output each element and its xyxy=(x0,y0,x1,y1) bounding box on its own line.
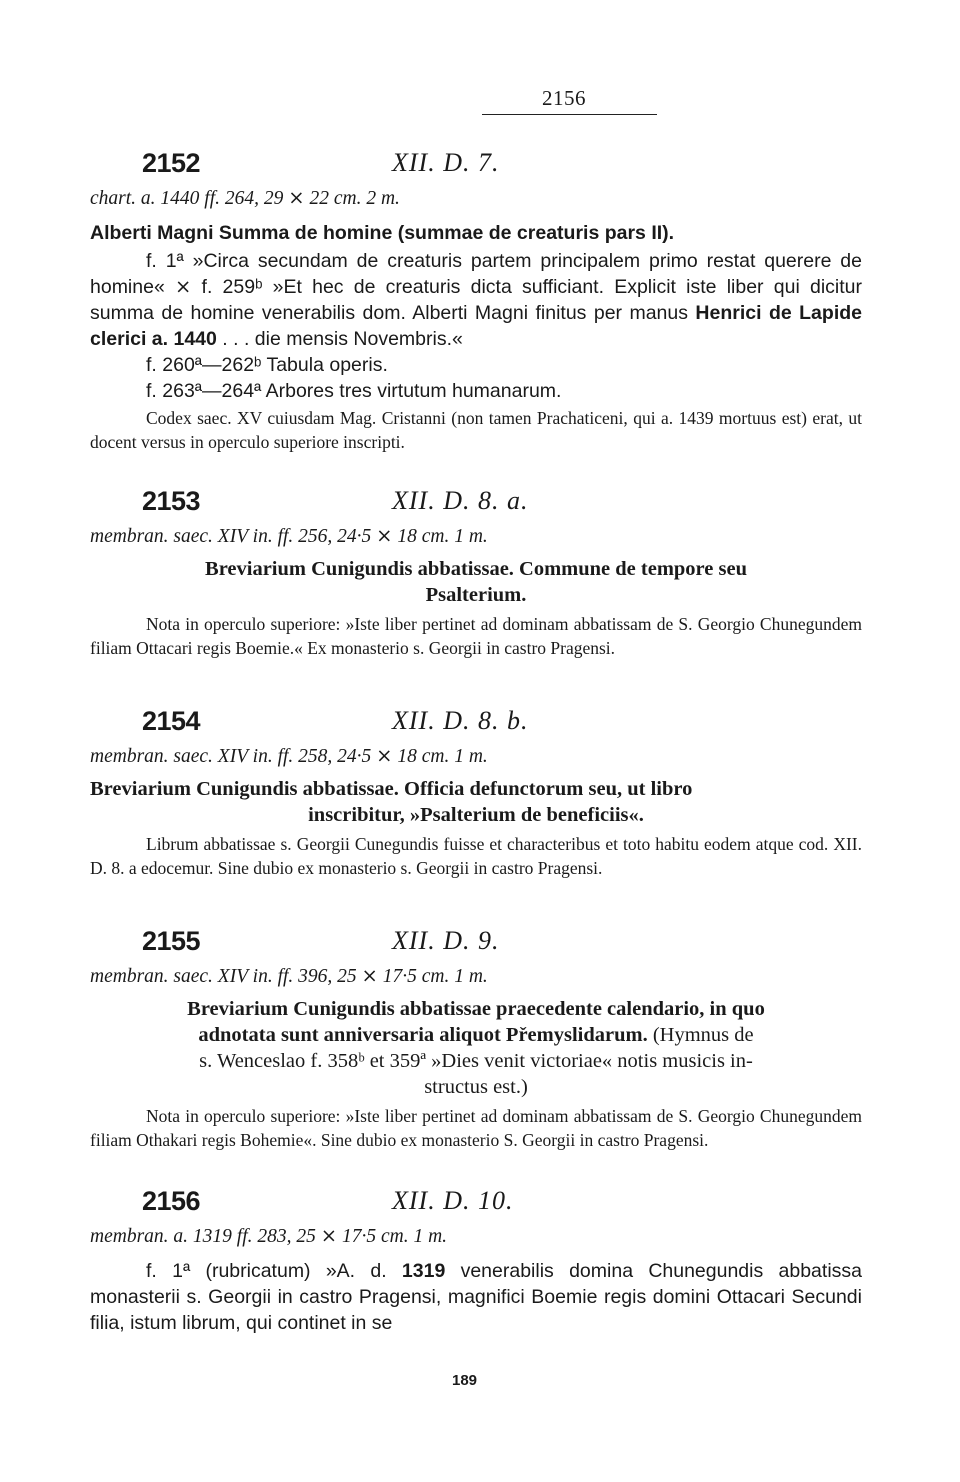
physical-description: membran. saec. XIV in. ff. 396, 25 ⨯ 17·5 cm. 1 m. xyxy=(90,966,488,987)
catalog-entry-2153 xyxy=(90,486,862,660)
shelfmark: XII. D. 7. xyxy=(392,148,500,177)
catalog-entry-2154 xyxy=(90,706,862,880)
physical-description: membran. saec. XIV in. ff. 258, 24·5 ⨯ 18 cm. 1 m. xyxy=(90,746,488,767)
shelfmark: XII. D. 8. b. xyxy=(392,706,529,735)
entry-number: 2155 xyxy=(142,926,201,956)
entry-title: Breviarium Cunigundis abbatissae. Officia defunctorum seu, ut libro inscribitur, »Psalterium de beneficiis«. xyxy=(90,778,693,826)
entry-note: Librum abbatissae s. Georgii Cunegundis fuisse et characteribus et toto habitu eodem atque cod. XII. D. 8. a edocemur. Sine dubio ex monasterio s. Georgii in castro Pragensi. xyxy=(90,834,862,878)
entry-note: Nota in operculo superiore: »Iste liber pertinet ad dominam abbatissam de S. Georgio Chunegundem filiam Ottacari regis Boemie.« Ex monasterio s. Georgii in castro Pragensi. xyxy=(90,614,862,658)
entry-number: 2156 xyxy=(142,1186,201,1216)
shelfmark: XII. D. 8. a. xyxy=(392,486,529,515)
entry-body: f. 1ª (rubricatum) »A. d. 1319 venerabilis domina Chunegundis abbatissa monasterii s. Georgii in castro Pragensi, magnifici Boemie regis domini Ottacari Secundi filia, istum librum, qui continet in se xyxy=(90,1260,862,1334)
entry-note: Nota in operculo superiore: »Iste liber pertinet ad dominam abbatissam de S. Georgio Chunegundem filiam Othakari regis Bohemie«. Sine dubio ex monasterio S. Georgii in castro Pragensi. xyxy=(90,1106,862,1150)
header-rule xyxy=(482,114,657,115)
folio-number: 189 xyxy=(452,1372,478,1389)
entry-body: f. 1ª »Circa secundam de creaturis partem principalem primo restat querere de homine« ⨯ f. 259ᵇ »Et hec de creaturis dicta sufficiant. Explicit iste liber qui dicitur summa de homine venerabilis dom. Alberti Magni finitus per manus Henrici de Lapide clerici a. 1440 . . . die mensis Novembris.« f. 260ª—262ᵇ Tabula operis. f. 263ª—264ª Arbores tres virtutum humanarum. xyxy=(90,250,862,402)
entry-title: Breviarium Cunigundis abbatissae. Commune de tempore seu Psalterium. xyxy=(205,558,747,606)
page-header xyxy=(90,86,862,126)
catalog-entry-2156 xyxy=(90,1186,862,1336)
entry-number: 2152 xyxy=(142,148,201,178)
entry-note: Codex saec. XV cuiusdam Mag. Cristanni (non tamen Prachaticeni, qui a. 1439 mortuus est) erat, ut docent versus in operculo superiore inscripti. xyxy=(90,408,862,452)
entry-number: 2153 xyxy=(142,486,201,516)
physical-description: membran. saec. XIV in. ff. 256, 24·5 ⨯ 18 cm. 1 m. xyxy=(90,526,488,547)
entry-title: Breviarium Cunigundis abbatissae praecedente calendario, in quo adnotata sunt anniversaria aliquot Přemyslidarum. (Hymnus de s. Wenceslao f. 358ᵇ et 359ª »Dies venit victoriae« notis musicis in- structus est.) xyxy=(187,998,765,1098)
page-number: 2156 xyxy=(542,86,586,110)
catalog-entry-2152 xyxy=(90,148,862,454)
shelfmark: XII. D. 10. xyxy=(392,1186,514,1215)
physical-description: chart. a. 1440 ff. 264, 29 ⨯ 22 cm. 2 m. xyxy=(90,188,400,209)
shelfmark: XII. D. 9. xyxy=(392,926,500,955)
catalog-entry-2155 xyxy=(90,926,862,1152)
entry-title: Alberti Magni Summa de homine (summae de creaturis pars II). xyxy=(90,222,675,244)
physical-description: membran. a. 1319 ff. 283, 25 ⨯ 17·5 cm. 1 m. xyxy=(90,1226,448,1247)
entry-number: 2154 xyxy=(142,706,201,736)
